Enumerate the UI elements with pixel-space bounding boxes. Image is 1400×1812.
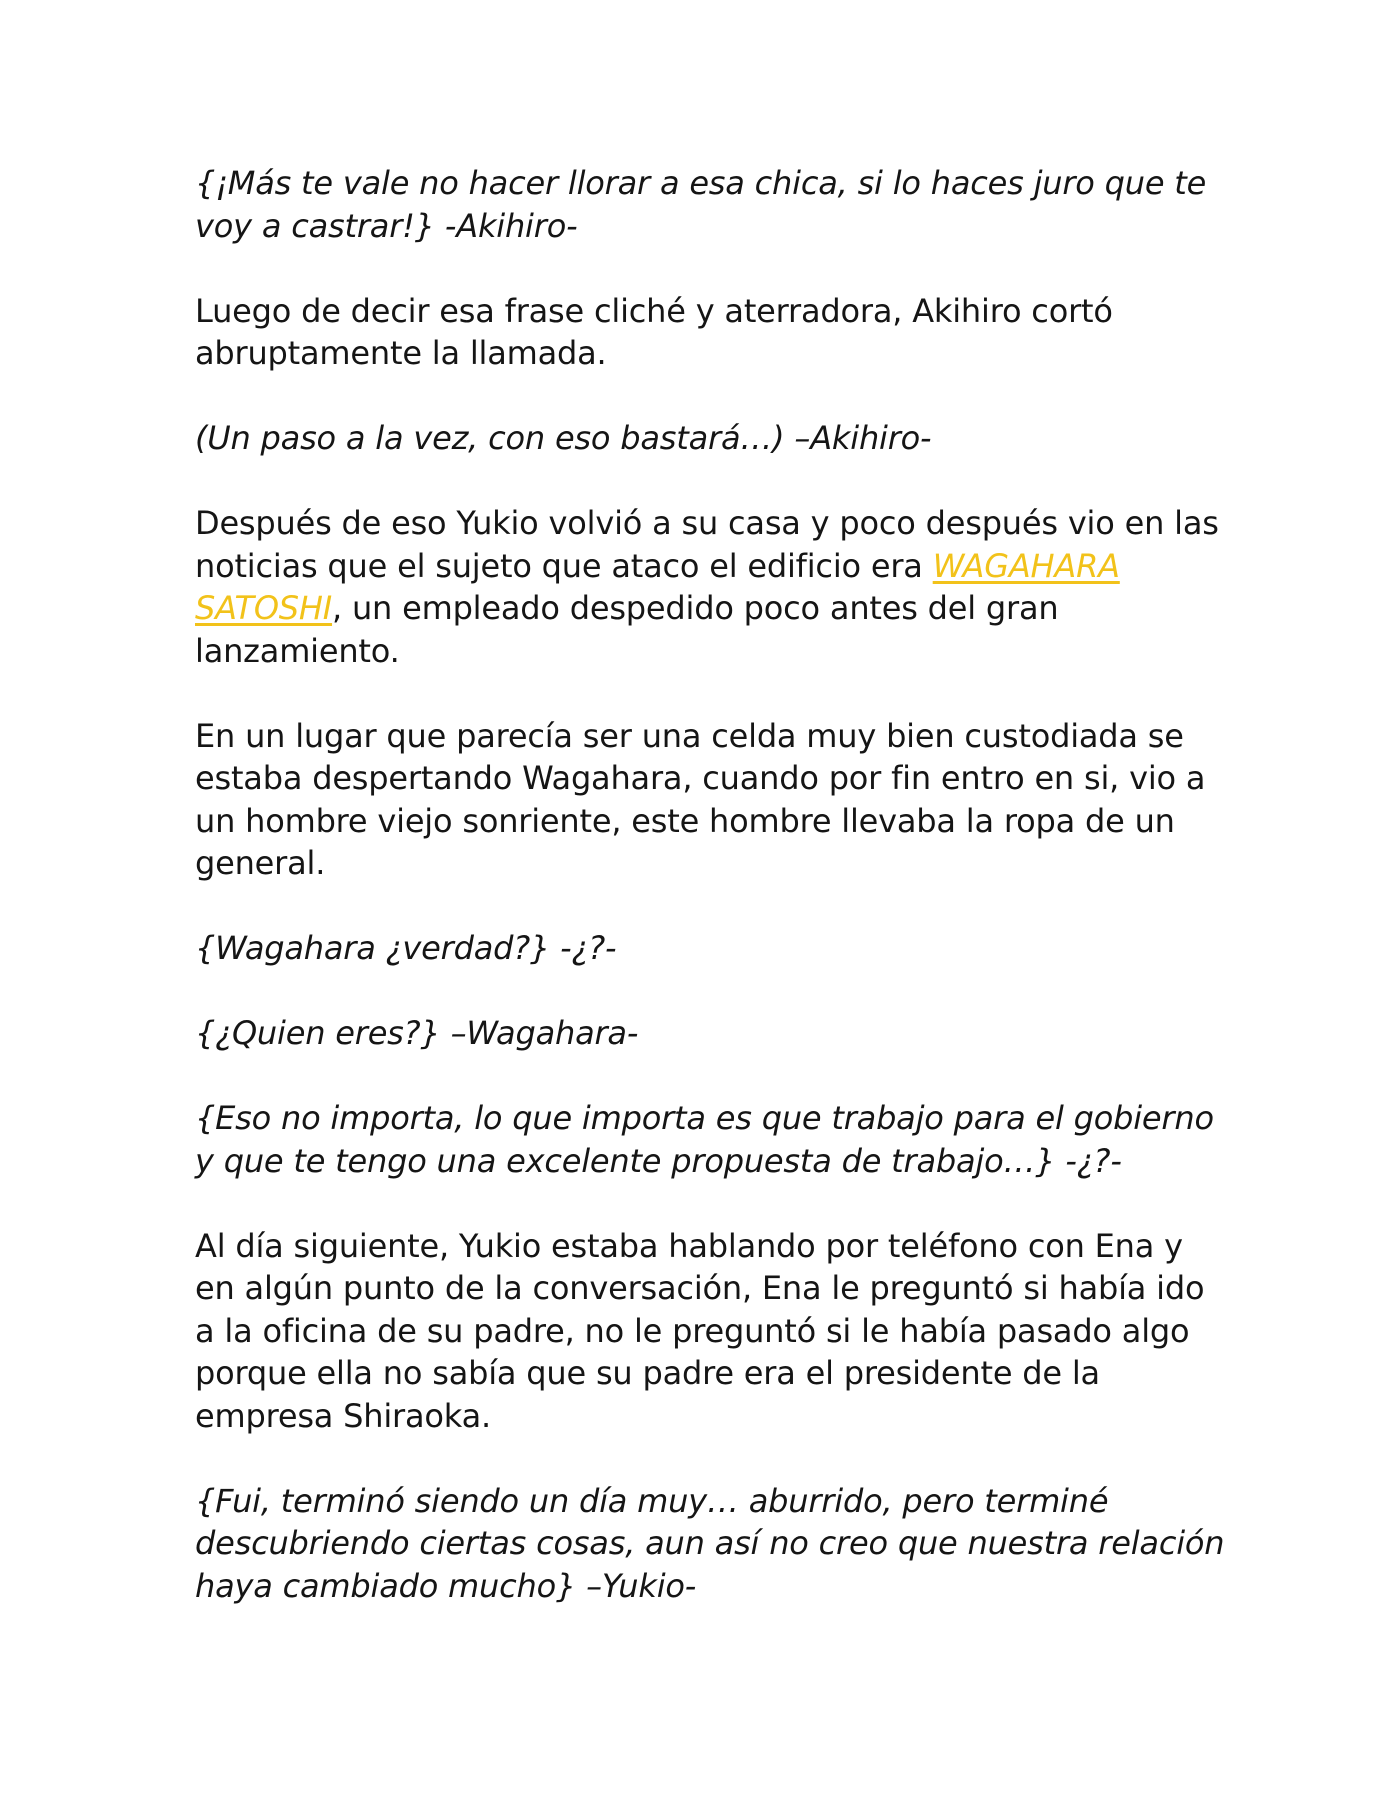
thought-akihiro: (Un paso a la vez, con eso bastará…) –Akihiro- bbox=[195, 419, 932, 457]
narration-news-before: Después de eso Yukio volvió a su casa y poco después vio en las noticias que el sujeto que ataco el edificio era bbox=[195, 504, 1219, 585]
dialogue-wagahara-question: {¿Quien eres?} –Wagahara- bbox=[195, 1014, 639, 1052]
dialogue-general-question: {Wagahara ¿verdad?} -¿?- bbox=[195, 929, 617, 967]
dialogue-yukio-reply: {Fui, terminó siendo un día muy… aburrido, pero terminé descubriendo ciertas cosas, aun así no creo que nuestra relación haya cambiado mucho} –Yukio- bbox=[195, 1481, 1225, 1605]
dialogue-akihiro-threat: {¡Más te vale no hacer llorar a esa chica, si lo haces juro que te voy a castrar!} -Akihiro- bbox=[195, 164, 1207, 245]
narration-news-after: , un empleado despedido poco antes del gran lanzamiento. bbox=[195, 589, 1059, 670]
narration-phone-call: Al día siguiente, Yukio estaba hablando por teléfono con Ena y en algún punto de la conversación, Ena le preguntó si había ido a la oficina de su padre, no le preguntó si le había pasado algo porque ella no sabía que su padre era el presidente de la empresa Shiraoka. bbox=[195, 1226, 1205, 1435]
dialogue-general-offer: {Eso no importa, lo que importa es que trabajo para el gobierno y que te tengo una excelente propuesta de trabajo…} -¿?- bbox=[195, 1099, 1214, 1180]
narration-call-ended: Luego de decir esa frase cliché y aterradora, Akihiro cortó abruptamente la llamada. bbox=[195, 291, 1113, 372]
document-page bbox=[195, 162, 1225, 1650]
character-link-wagahara-satoshi[interactable]: WAGAHARA SATOSHI bbox=[195, 546, 1120, 627]
narration-cell: En un lugar que parecía ser una celda muy bien custodiada se estaba despertando Wagahara, cuando por fin entro en si, vio a un hombre viejo sonriente, este hombre llevaba la ropa de un general. bbox=[195, 716, 1206, 882]
narration-news bbox=[195, 502, 1225, 672]
